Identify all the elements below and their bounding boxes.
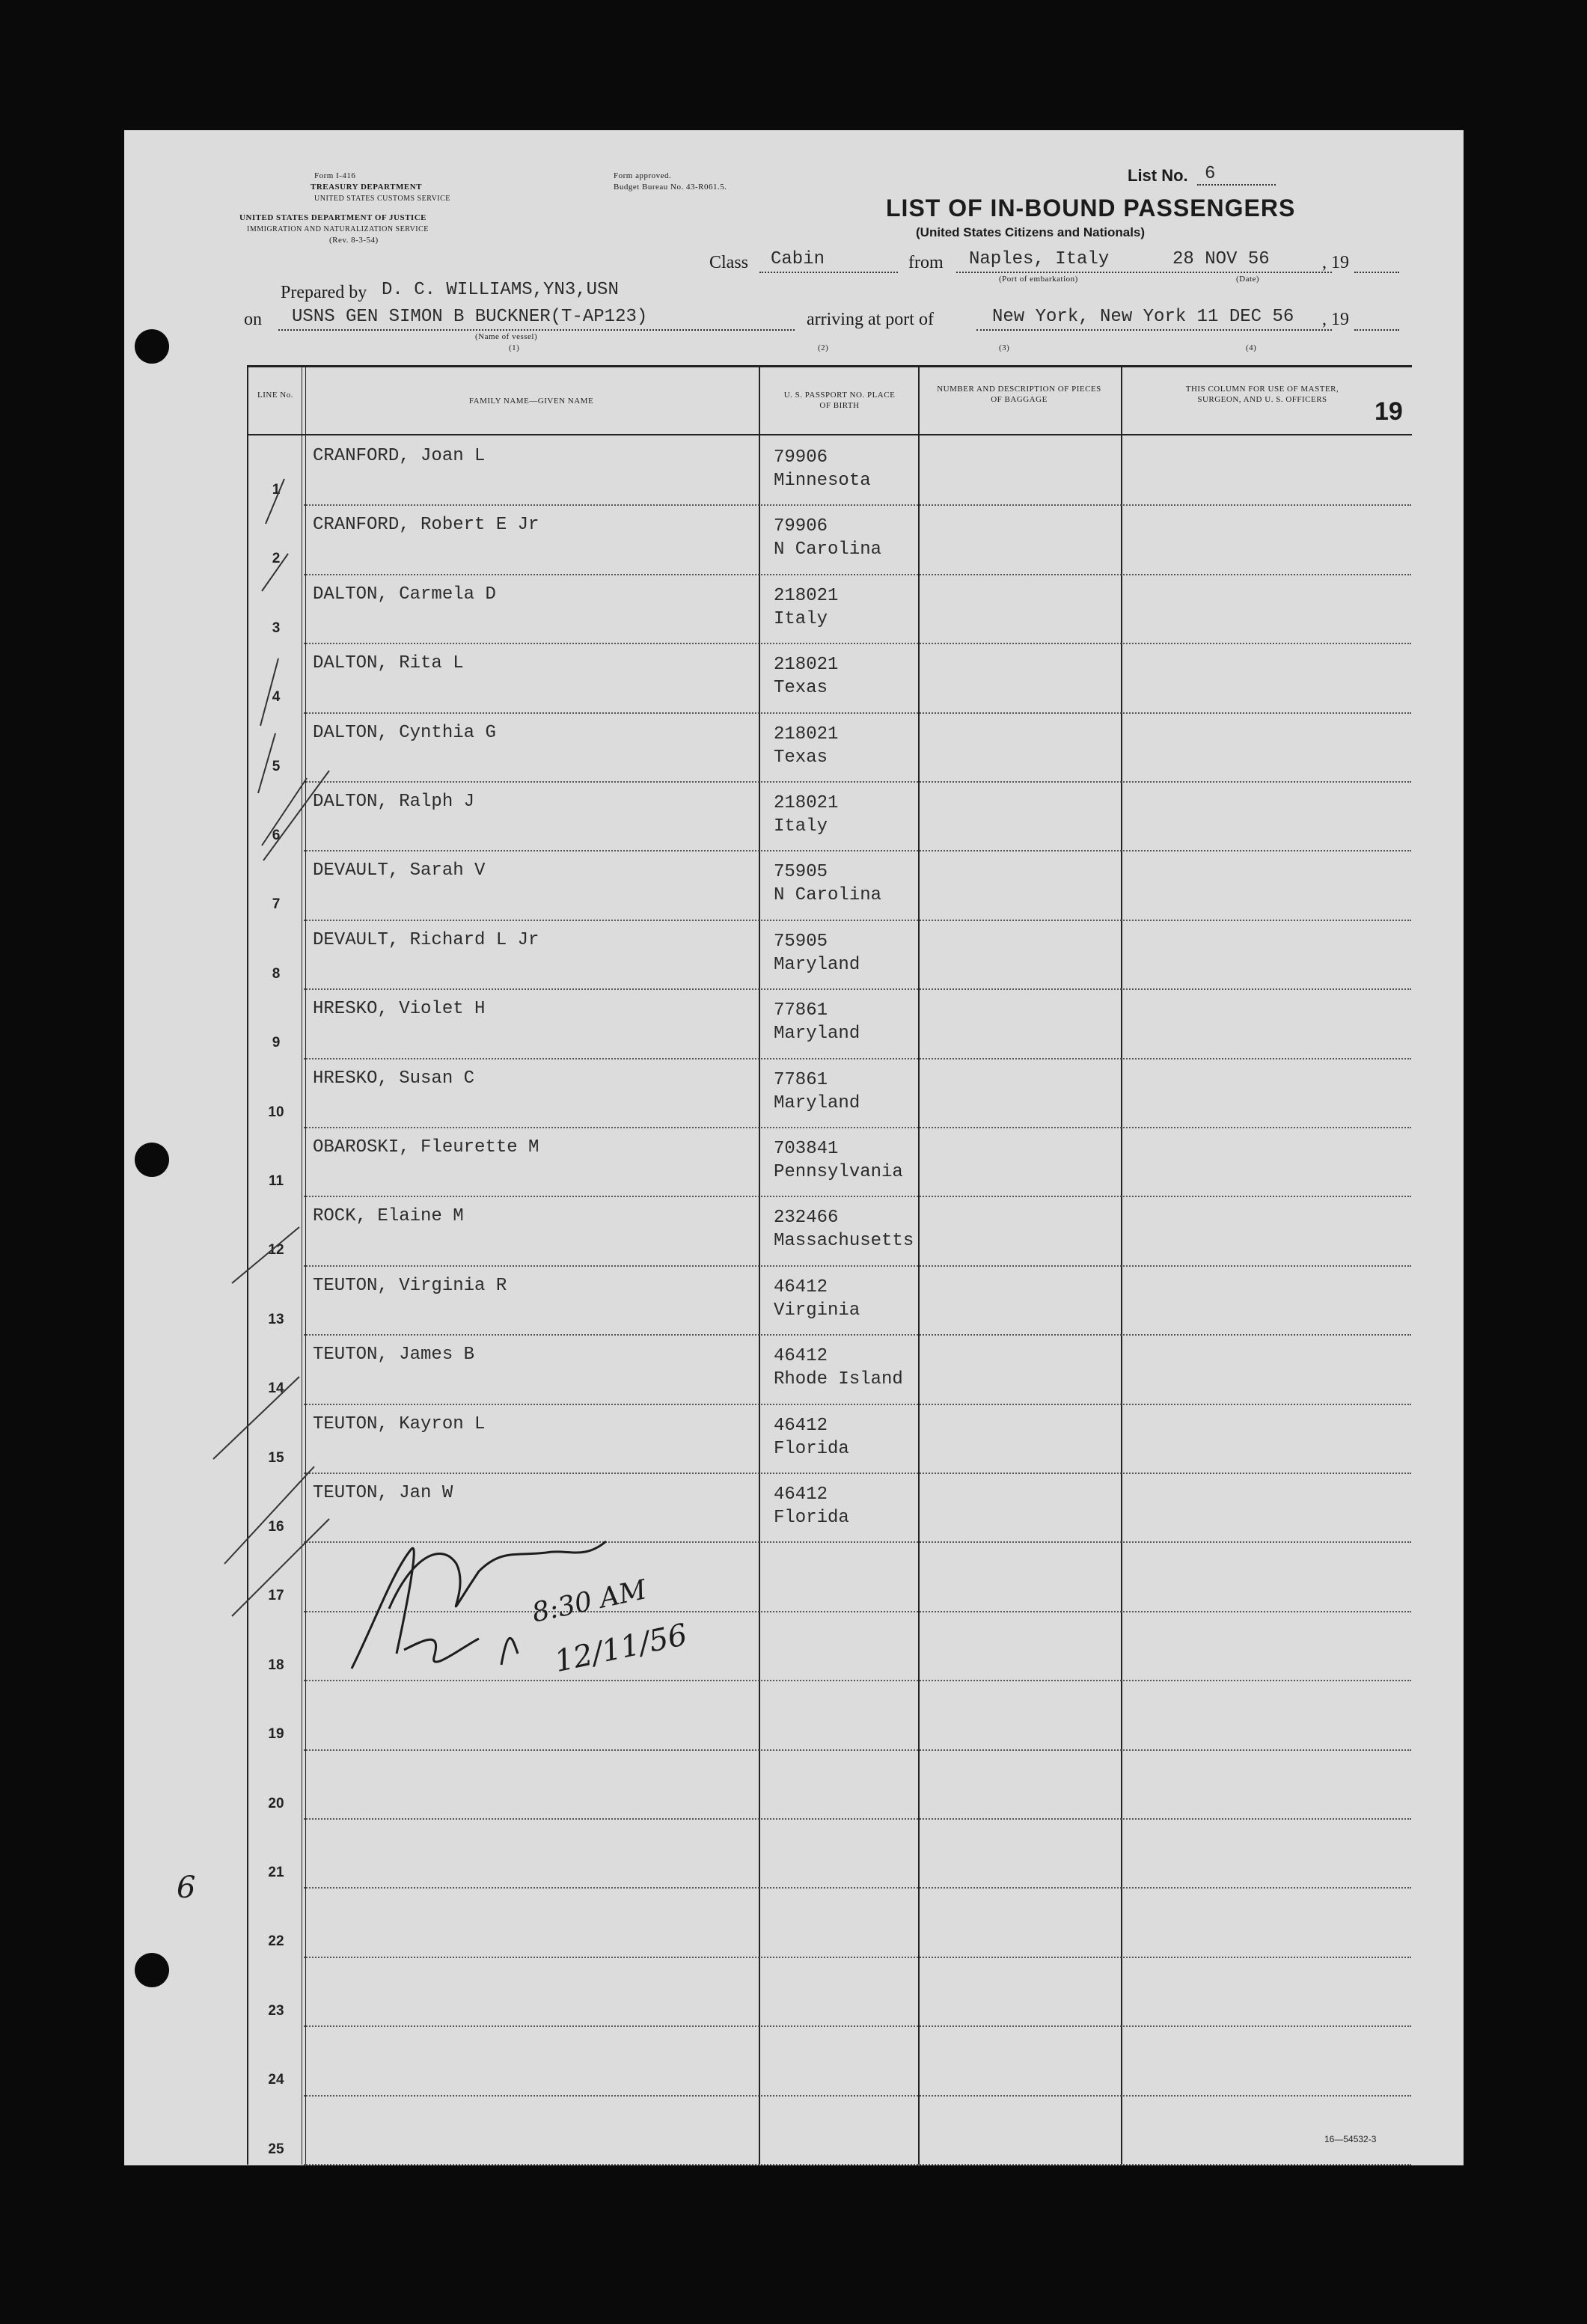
line-number: 7 [272, 896, 281, 913]
corner-mark: 19 [1375, 397, 1403, 426]
customs-service: UNITED STATES CUSTOMS SERVICE [314, 195, 450, 203]
page-title: LIST OF IN-BOUND PASSENGERS [886, 195, 1296, 221]
date-value: 28 NOV 56 [1172, 249, 1270, 269]
port-caption: (Port of embarkation) [999, 275, 1078, 284]
passenger-name: TEUTON, Kayron L [313, 1413, 486, 1434]
passport-number: 77861 [774, 1069, 828, 1090]
passenger-name: DALTON, Cynthia G [313, 722, 496, 743]
line-number: 13 [268, 1311, 284, 1327]
passport-number: 218021 [774, 793, 839, 813]
place-of-birth: Florida [774, 1438, 849, 1459]
line-number: 3 [272, 620, 281, 636]
place-of-birth: Maryland [774, 1092, 860, 1113]
place-of-birth: N Carolina [774, 885, 882, 906]
line-number: 2 [272, 551, 281, 567]
passenger-name: TEUTON, James B [313, 1345, 475, 1366]
place-of-birth: Texas [774, 678, 828, 699]
line-number: 10 [268, 1104, 284, 1120]
place-of-birth: Italy [774, 816, 828, 837]
col-header-passport: U. S. PASSPORT NO. PLACE OF BIRTH [783, 391, 896, 410]
line-number: 21 [268, 1865, 284, 1880]
passenger-name: HRESKO, Susan C [313, 1068, 475, 1089]
col-header-officers: THIS COLUMN FOR USE OF MASTER, SURGEON, AND U. S. OFFICERS [1185, 385, 1339, 404]
place-of-birth: N Carolina [774, 539, 882, 560]
passenger-name: DALTON, Ralph J [313, 792, 475, 812]
passport-number: 75905 [774, 931, 828, 952]
line-number: 14 [268, 1380, 284, 1397]
col-num-3: (3) [999, 343, 1010, 352]
passport-number: 79906 [774, 447, 828, 468]
year-label-2: , 19 [1322, 310, 1349, 329]
place-of-birth: Virginia [774, 1300, 860, 1321]
class-label: Class [709, 253, 749, 272]
place-of-birth: Maryland [774, 1024, 860, 1045]
line-number: 12 [268, 1242, 284, 1259]
passenger-name: CRANFORD, Robert E Jr [313, 515, 539, 536]
line-number: 6 [272, 828, 281, 843]
passport-number: 218021 [774, 585, 839, 606]
col-header-name: FAMILY NAME—GIVEN NAME [468, 397, 594, 406]
place-of-birth: Pennsylvania [774, 1162, 903, 1182]
place-of-birth: Massachusetts [774, 1231, 914, 1252]
col-header-baggage: NUMBER AND DESCRIPTION OF PIECES OF BAGGAGE [937, 385, 1101, 404]
line-number: 11 [268, 1173, 284, 1189]
port-value: Naples, Italy [969, 249, 1110, 269]
class-value: Cabin [771, 249, 825, 269]
passenger-name: CRANFORD, Joan L [313, 446, 486, 466]
passenger-name: TEUTON, Virginia R [313, 1275, 507, 1296]
passenger-name: DALTON, Rita L [313, 653, 464, 674]
signature-date: 12/11/56 [551, 1617, 691, 1680]
passport-number: 75905 [774, 862, 828, 883]
list-no-label: List No. [1128, 166, 1188, 185]
line-number: 25 [268, 2141, 284, 2157]
passport-number: 79906 [774, 516, 828, 537]
place-of-birth: Texas [774, 747, 828, 768]
revision: (Rev. 8-3-54) [329, 236, 379, 245]
line-number: 17 [268, 1588, 284, 1604]
passport-number: 218021 [774, 724, 839, 744]
prepared-value: D. C. WILLIAMS,YN3,USN [382, 280, 619, 300]
passport-number: 46412 [774, 1346, 828, 1367]
passport-number: 232466 [774, 1208, 839, 1229]
on-label: on [244, 310, 262, 329]
form-number: Form I-416 [314, 171, 356, 180]
date-caption: (Date) [1236, 275, 1260, 284]
place-of-birth: Rhode Island [774, 1369, 903, 1390]
arrival-value: New York, New York 11 DEC 56 [992, 307, 1294, 327]
line-number: 15 [268, 1449, 284, 1466]
place-of-birth: Maryland [774, 954, 860, 975]
line-number: 20 [268, 1795, 284, 1811]
line-number: 1 [272, 482, 281, 498]
place-of-birth: Italy [774, 608, 828, 629]
line-number: 24 [268, 2072, 284, 2088]
line-number: 19 [268, 1726, 284, 1743]
col-num-2: (2) [818, 343, 829, 352]
col-num-4: (4) [1246, 343, 1257, 352]
margin-mark: 6 [177, 1871, 196, 1905]
passenger-name: TEUTON, Jan W [313, 1483, 453, 1503]
passport-number: 77861 [774, 1000, 828, 1021]
passport-number: 46412 [774, 1484, 828, 1505]
place-of-birth: Minnesota [774, 471, 871, 491]
vessel-caption: (Name of vessel) [475, 332, 538, 341]
passport-number: 703841 [774, 1139, 839, 1159]
year-label: , 19 [1322, 253, 1349, 272]
signature-time: 8:30 AM [529, 1574, 649, 1629]
passenger-name: DALTON, Carmela D [313, 584, 496, 605]
line-number: 4 [272, 689, 281, 706]
col-header-line: LINE No. [257, 391, 293, 400]
line-number: 9 [272, 1035, 281, 1051]
vessel-value: USNS GEN SIMON B BUCKNER(T-AP123) [292, 307, 648, 327]
budget-bureau: Budget Bureau No. 43-R061.5. [614, 183, 727, 192]
print-code: 16—54532-3 [1324, 2134, 1377, 2144]
from-label: from [908, 253, 944, 272]
line-number: 5 [272, 758, 281, 774]
arriving-label: arriving at port of [807, 310, 934, 329]
passenger-name: DEVAULT, Richard L Jr [313, 929, 539, 950]
treasury-dept: TREASURY DEPARTMENT [311, 183, 422, 192]
place-of-birth: Florida [774, 1508, 849, 1528]
prepared-label: Prepared by [281, 283, 367, 302]
passenger-name: ROCK, Elaine M [313, 1206, 464, 1227]
line-number: 18 [268, 1657, 284, 1673]
justice-dept: UNITED STATES DEPARTMENT OF JUSTICE [239, 213, 426, 222]
line-number: 23 [268, 2002, 284, 2019]
passenger-name: OBAROSKI, Fleurette M [313, 1137, 539, 1158]
line-number: 22 [268, 1933, 284, 1950]
passport-number: 46412 [774, 1276, 828, 1297]
form-approved: Form approved. [614, 171, 672, 180]
line-number: 16 [268, 1519, 284, 1535]
passenger-name: HRESKO, Violet H [313, 999, 486, 1020]
passport-number: 46412 [774, 1415, 828, 1436]
list-no-value: 6 [1205, 164, 1216, 184]
page-subtitle: (United States Citizens and Nationals) [916, 225, 1146, 239]
col-num-1: (1) [509, 343, 520, 352]
ins: IMMIGRATION AND NATURALIZATION SERVICE [247, 225, 429, 233]
passenger-name: DEVAULT, Sarah V [313, 860, 486, 881]
passport-number: 218021 [774, 655, 839, 676]
line-number: 8 [272, 965, 281, 982]
